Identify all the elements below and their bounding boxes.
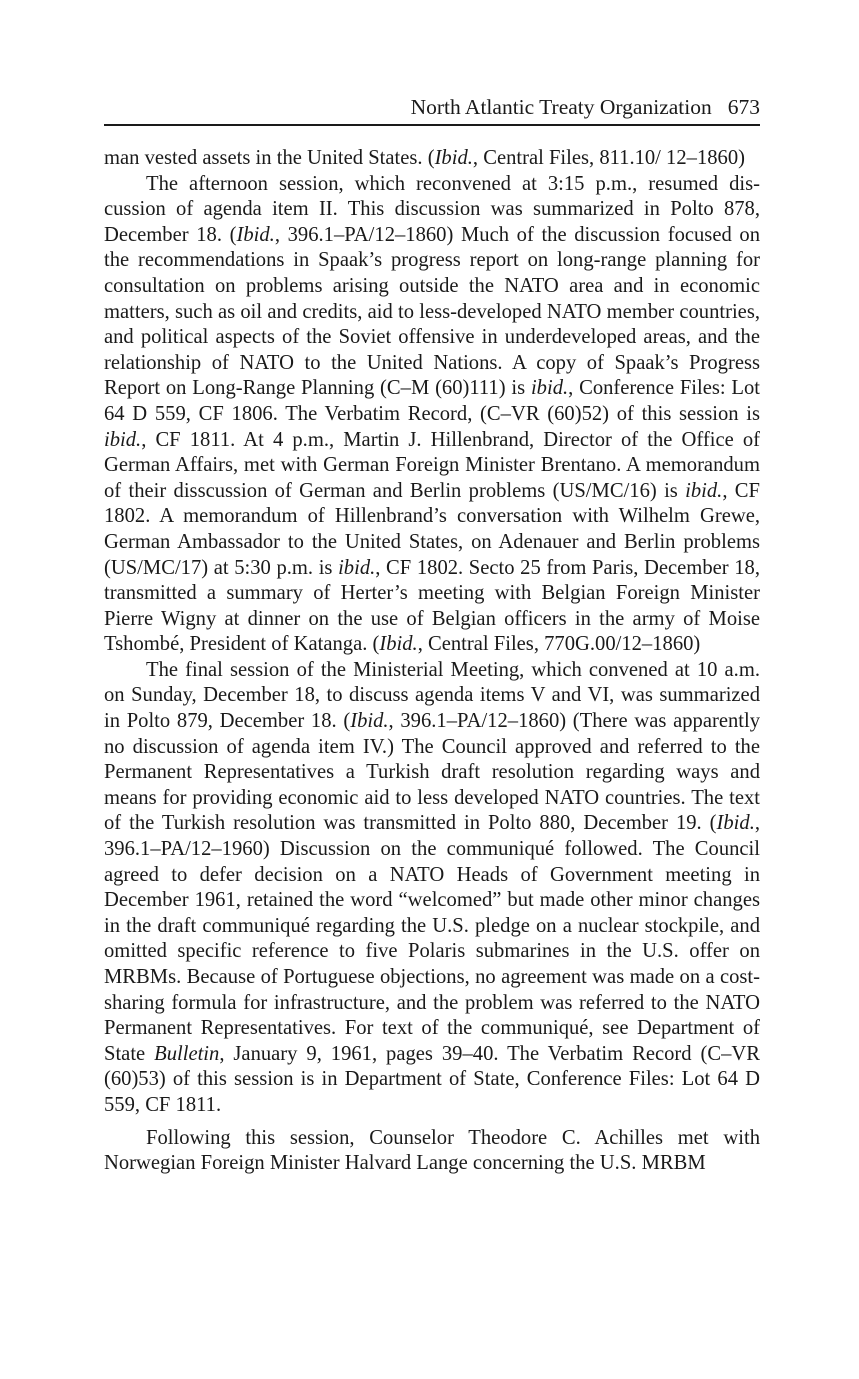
italic-citation: Bulletin (154, 1042, 220, 1065)
italic-citation: ibid. (685, 479, 723, 502)
running-head (104, 92, 760, 126)
text-run: , Central Files, 811.10/ 12–1860) (472, 147, 745, 169)
text-run: , CF 1811. At 4 p.m., Martin J. Hillenbrand, Director of the Office of German Affairs, met with German Foreign Minister Brentano. A memorandum of their disscussion of German and Berlin problems (US/MC/16) is (104, 428, 760, 502)
italic-citation: Ibid. (434, 147, 473, 169)
document-page (104, 92, 760, 1177)
text-run: Following this session, Counselor Theodore C. Achilles met with Norwegian Foreign Minister Halvard Lange concerning the U.S. MRBM (104, 1126, 760, 1175)
paragraph-4 (104, 1126, 760, 1177)
text-run: , CF 1802. Secto 25 from Paris, December 18, transmitted a summary of Herter’s meeting with Belgian Foreign Minister Pierre Wigny at dinner on the use of Belgian officers in the army of Moise Tshombé, President of Katanga. ( (104, 556, 760, 656)
text-run: , January 9, 1961, pages 39–40. The Verbatim Record (C–VR (60)53) of this session is in Department of State, Conference Files: Lot 64 D 559, CF 1811. (104, 1042, 761, 1116)
italic-citation: Ibid. (350, 710, 389, 733)
text-run: , 396.1–PA/12–1860) (There was apparently no discussion of agenda item IV.) The Council approved and referred to the Permanent Representatives a Turkish draft resolution regarding ways and means for providing economic aid to less developed NATO countries. The text of the Turkish resolution was transmitted in Polto 880, December 19. ( (104, 710, 760, 835)
text-run: , CF 1802. A memorandum of Hillenbrand’s conversation with Wilhelm Grewe, German Ambassador to the United States, on Adenauer and Berlin problems (US/MC/17) at 5:30 p.m. is (104, 479, 760, 579)
italic-citation: Ibid. (716, 812, 755, 835)
text-run: , Conference Files: Lot 64 D 559, CF 1806. The Verbatim Record, (C–VR (60)52) of this session is (104, 377, 760, 425)
paragraph-3 (104, 658, 760, 1119)
text-run: , Central Files, 770G.00/12–1860) (417, 633, 701, 656)
text-run: man vested assets in the United States. ( (104, 147, 435, 169)
italic-citation: ibid. (338, 556, 376, 579)
body-text (104, 146, 760, 1177)
text-run: The final session of the Ministerial Meeting, which convened at 10 a.m. on Sunday, December 18, to discuss agenda items V and VI, was summarized in Polto 879, December 18. ( (104, 658, 760, 733)
text-run: The afternoon session, which reconvened at 3:15 p.m., resumed discussion of agenda item II. This discussion was summarized in Polto 878, December 18. ( (104, 172, 760, 246)
text-run: , 396.1–PA/12–1960) Discussion on the communiqué followed. The Council agreed to defer decision on a NATO Heads of Government meeting in December 1961, retained the word “welcomed” but made other minor changes in the draft communiqué regarding the U.S. pledge on a nuclear stockpile, and omitted specific reference to five Polaris submarines in the U.S. offer on MRBMs. Because of Portuguese objections, no agreement was made on a cost-sharing formula for infrastructure, and the problem was referred to the NATO Permanent Representatives. For text of the communiqué, see Department of State (104, 812, 760, 1065)
italic-citation: Ibid. (379, 633, 418, 656)
page-number: 673 (727, 95, 760, 119)
italic-citation: ibid. (530, 377, 569, 400)
running-head-title: North Atlantic Treaty Organization (410, 95, 712, 119)
italic-citation: Ibid. (236, 223, 275, 246)
paragraph-1 (104, 146, 760, 172)
italic-citation: ibid. (104, 428, 142, 451)
text-run: , 396.1–PA/12–1860) Much of the discussion focused on the recommendations in Spaak’s progress report on long-range planning for consultation on problems arising outside the NATO area and in economic matters, such as oil and credits, aid to less-developed NATO member countries, and political aspects of the Soviet offensive in underdeveloped areas, and the relationship of NATO to the United Nations. A copy of Spaak’s Progress Report on Long-Range Planning (C–M (60)111) is (104, 223, 760, 400)
paragraph-2 (104, 172, 760, 658)
